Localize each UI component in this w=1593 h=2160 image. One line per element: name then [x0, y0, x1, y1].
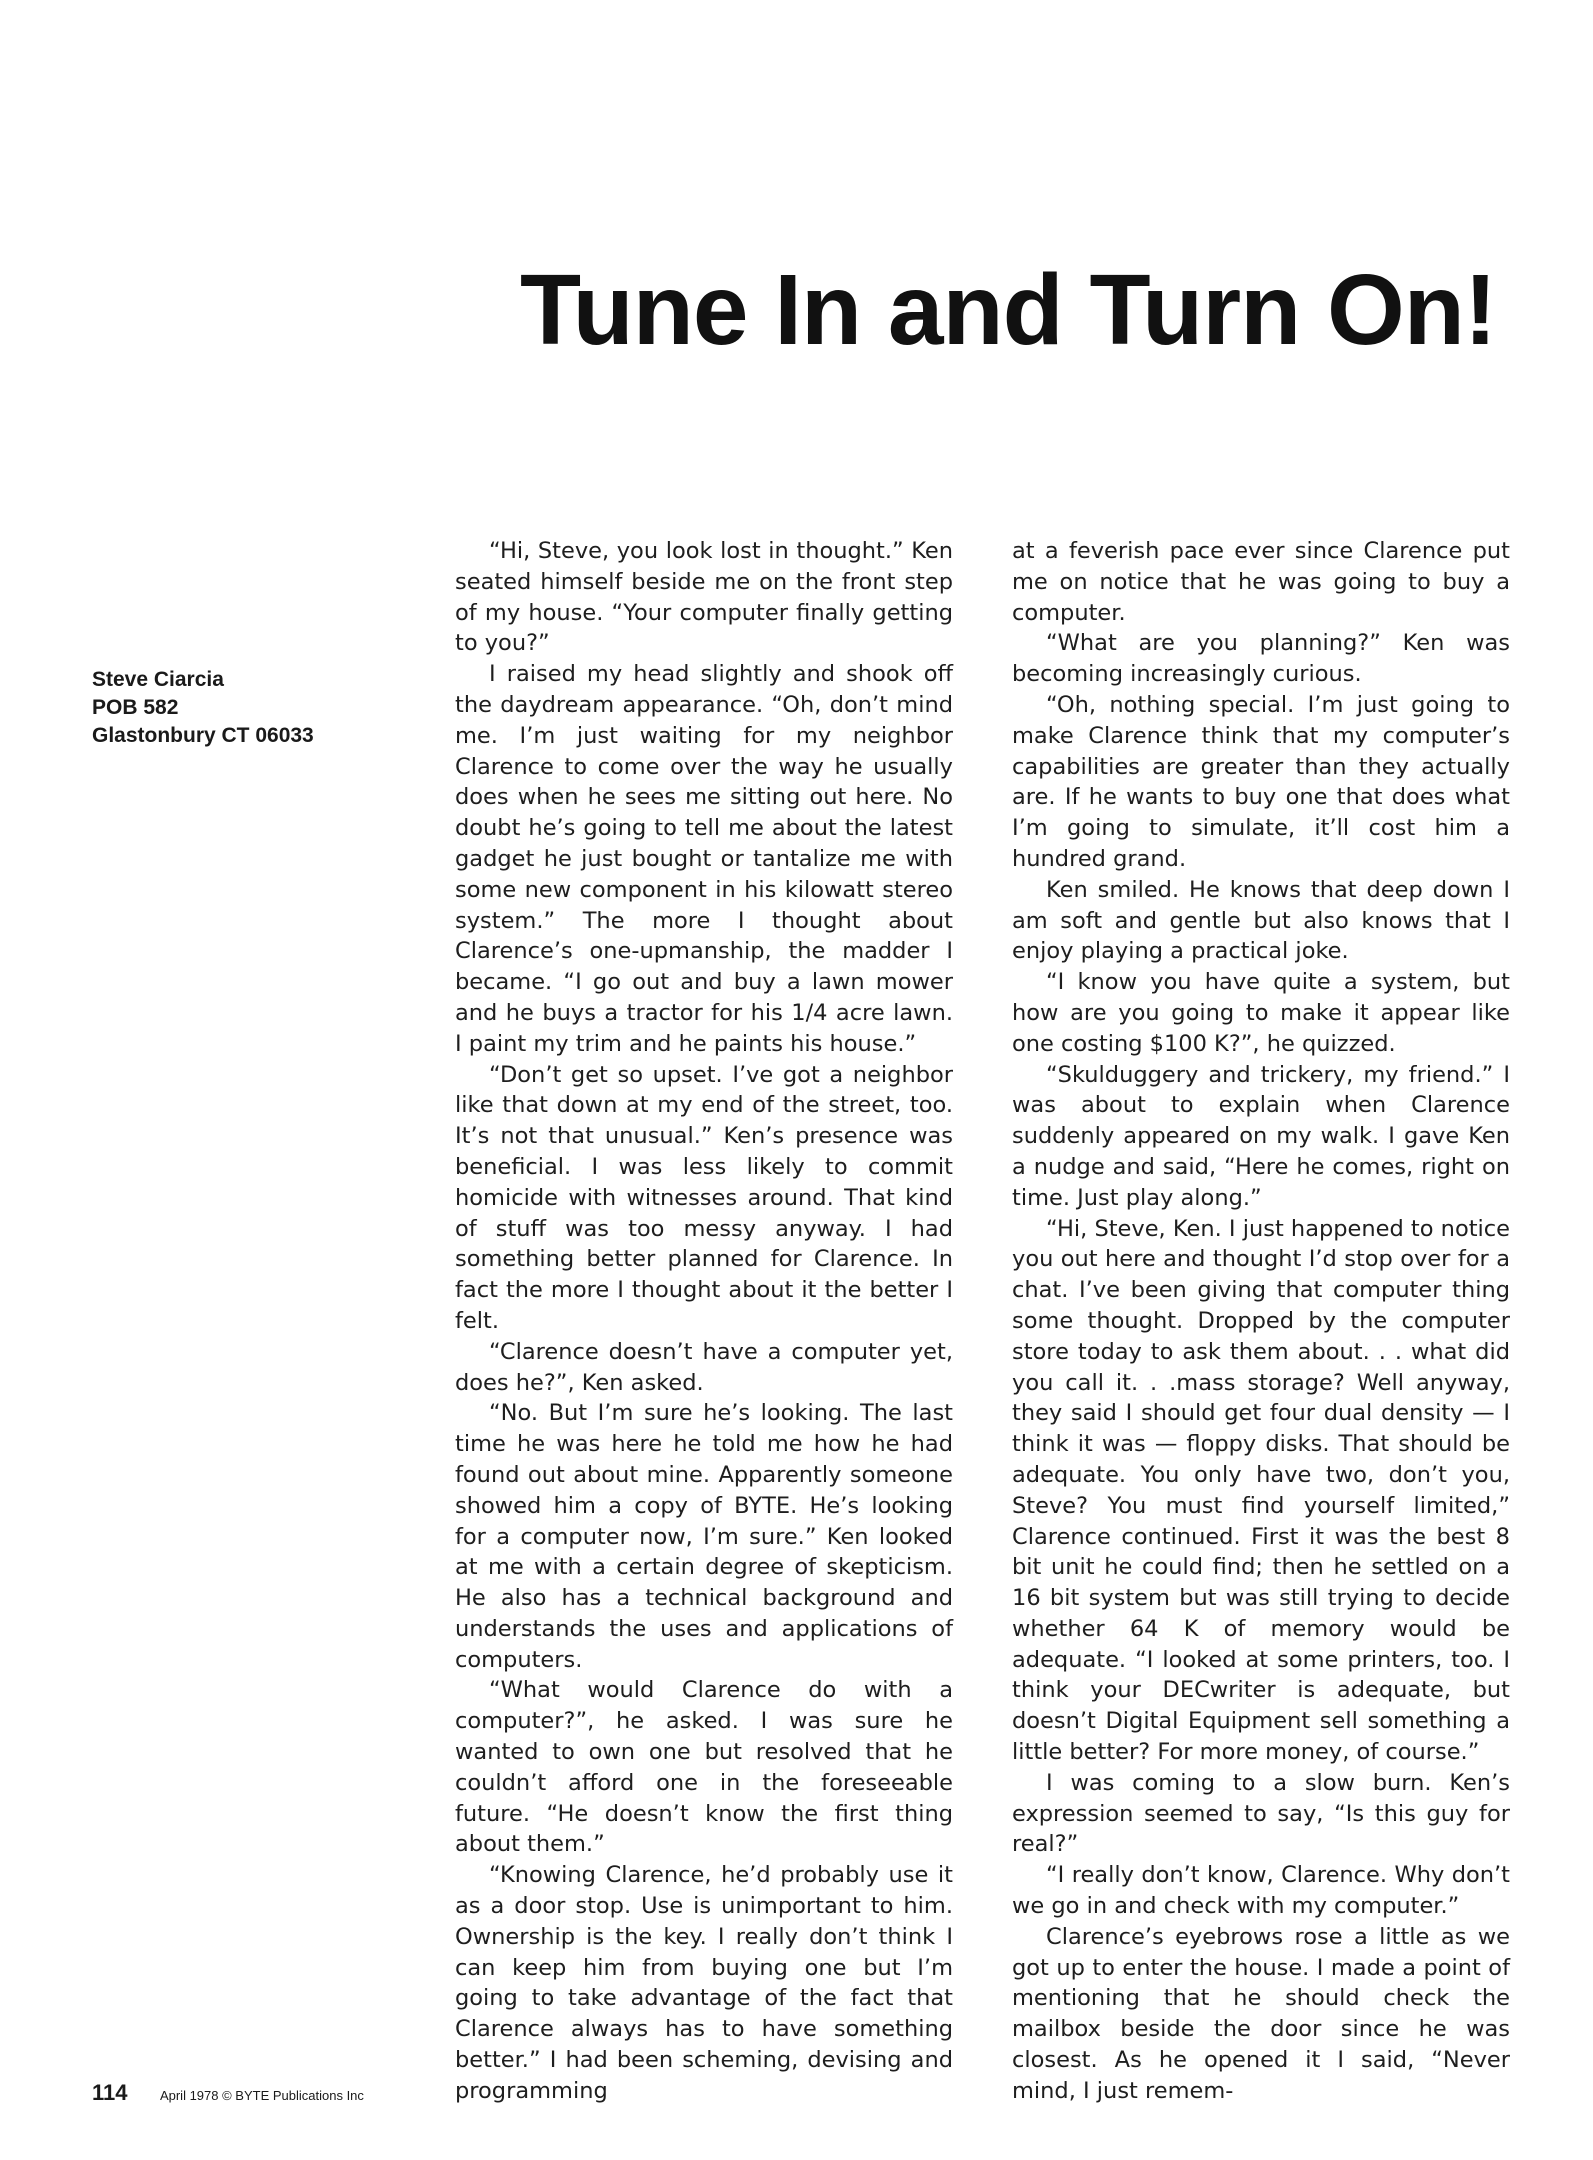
paragraph: “I really don’t know, Clarence. Why don’t we go in and check with my computer.” — [1012, 1862, 1510, 1920]
paragraph: at a feverish pace ever since Clarence put me on notice that he was going to buy a computer. — [1012, 538, 1510, 626]
page-footer — [92, 2080, 364, 2106]
paragraph: I raised my head slightly and shook off the daydream appearance. “Oh, don’t mind me. I’m just waiting for my neighbor Clarence to come over the way he usually does when he sees me sitting out here. No doubt he’s going to tell me about the latest gadget he just bought or tantalize me with some new component in his kilowatt stereo system.” The more I thought about Clarence’s one-upmanship, the madder I became. “I go out and buy a lawn mower and he buys a tractor for his 1/4 acre lawn. I paint my trim and he paints his house.” — [455, 661, 953, 1057]
author-name: Steve Ciarcia — [92, 668, 224, 691]
paragraph: Ken smiled. He knows that deep down I am soft and gentle but also knows that I enjoy playing a practical joke. — [1012, 876, 1510, 965]
paragraph: “Hi, Steve, you look lost in thought.” Ken seated himself beside me on the front step of my house. “Your computer finally getting to you?” — [455, 538, 953, 657]
author-city: Glastonbury CT 06033 — [92, 724, 314, 747]
paragraph: “Skulduggery and trickery, my friend.” I was about to explain when Clarence suddenly appeared on my walk. I gave Ken a nudge and said, “Here he comes, right on time. Just play along.” — [1012, 1061, 1510, 1211]
publication-credit: April 1978 © BYTE Publications Inc — [159, 2088, 364, 2103]
paragraph: “What are you planning?” Ken was becoming increasingly curious. — [1012, 630, 1510, 688]
text-column-2 — [1012, 536, 1510, 2107]
paragraph: “What would Clarence do with a computer?”, he asked. I was sure he wanted to own one but resolved that he couldn’t afford one in the foreseeable future. “He doesn’t know the first thing about them.” — [455, 1677, 953, 1858]
paragraph: I was coming to a slow burn. Ken’s expression seemed to say, “Is this guy for real?” — [1012, 1769, 1510, 1858]
author-byline — [92, 666, 352, 750]
paragraph: “Clarence doesn’t have a computer yet, does he?”, Ken asked. — [455, 1338, 953, 1396]
author-address: POB 582 — [92, 696, 179, 719]
article-title: Tune In and Turn On! — [520, 254, 1497, 366]
paragraph: Clarence’s eyebrows rose a little as we got up to enter the house. I made a point of mentioning that he should check the mailbox beside the door since he was closest. As he opened it I said, “Never mind, I just remem- — [1012, 1923, 1510, 2104]
text-column-1 — [455, 536, 953, 2107]
paragraph: “I know you have quite a system, but how are you going to make it appear like one costing $100 K?”, he quizzed. — [1012, 969, 1510, 1057]
page-number: 114 — [92, 2080, 128, 2105]
paragraph: “Knowing Clarence, he’d probably use it as a door stop. Use is unimportant to him. Ownership is the key. I really don’t think I can keep him from buying one but I’m going to take advantage of the fact that Clarence always has to have something better.” I had been scheming, devising and programming — [455, 1862, 953, 2104]
paragraph: “No. But I’m sure he’s looking. The last time he was here he told me how he had found out about mine. Apparently someone showed him a copy of BYTE. He’s looking for a computer now, I’m sure.” Ken looked at me with a certain degree of skepticism. He also has a technical background and understands the uses and applications of computers. — [455, 1400, 953, 1673]
paragraph: “Oh, nothing special. I’m just going to make Clarence think that my computer’s capabilities are greater than they actually are. If he wants to buy one that does what I’m going to simulate, it’ll cost him a hundred grand. — [1012, 691, 1510, 872]
paragraph: “Don’t get so upset. I’ve got a neighbor like that down at my end of the street, too. It’s not that unusual.” Ken’s presence was beneficial. I was less likely to commit homicide with witnesses around. That kind of stuff was too messy anyway. I had something better planned for Clarence. In fact the more I thought about it the better I felt. — [455, 1061, 953, 1334]
paragraph: “Hi, Steve, Ken. I just happened to notice you out here and thought I’d stop over for a chat. I’ve been giving that computer thing some thought. Dropped by the computer store today to ask them about. . . what did you call it. . .mass storage? Well anyway, they said I should get four dual density — I think it was — floppy disks. That should be adequate. You only have two, don’t you, Steve? You must find yourself limited,” Clarence continued. First it was the best 8 bit unit he could find; then he settled on a 16 bit system but was still trying to decide whether 64 K of memory would be adequate. “I looked at some printers, too. I think your DECwriter is adequate, but doesn’t Digital Equipment sell something a little better? For more money, of course.” — [1012, 1215, 1510, 1766]
